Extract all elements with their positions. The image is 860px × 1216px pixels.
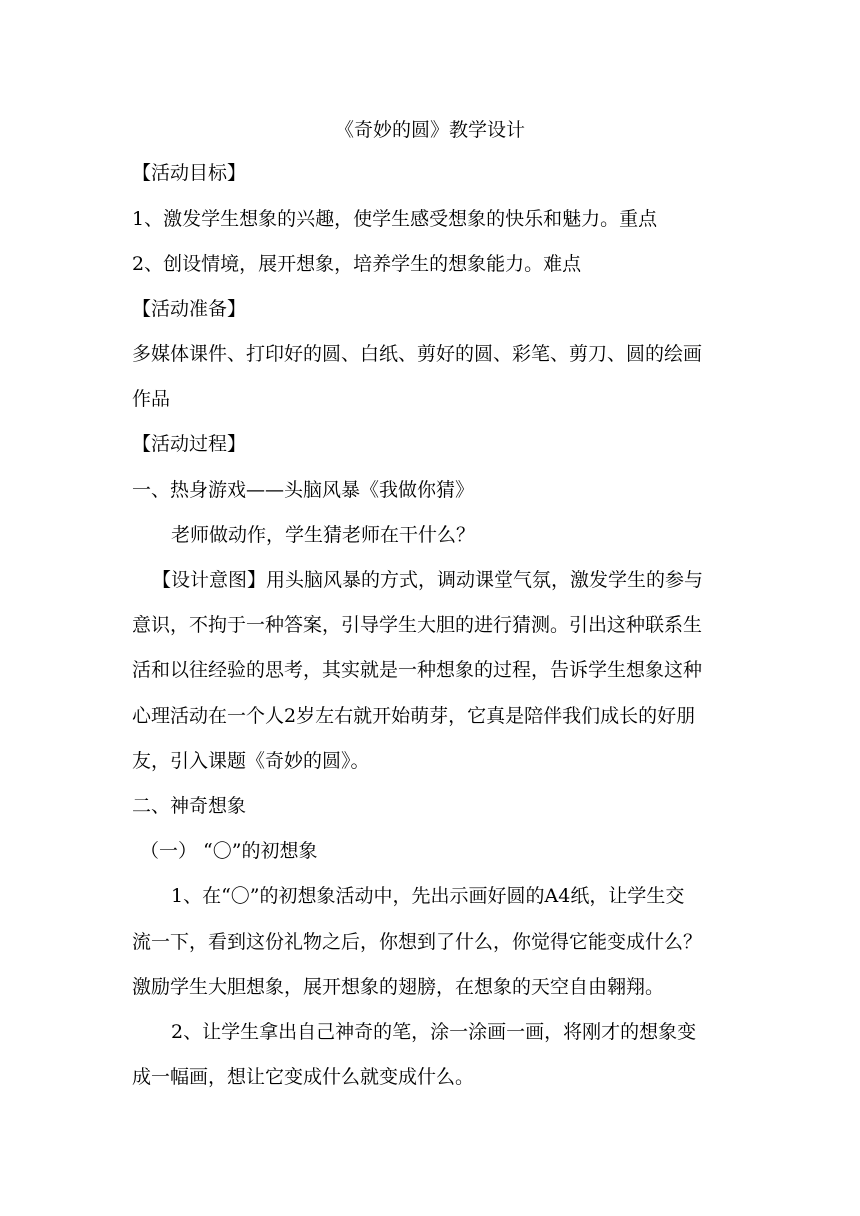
activity-1-line-3: 激励学生大胆想象，展开想象的翅膀，在想象的天空自由翱翔。 [132,976,665,998]
activity-1-line-2: 流一下，看到这份礼物之后，你想到了什么，你觉得它能变成什么？ [132,931,703,953]
goal-item-2: 2、创设情境，展开想象，培养学生的想象能力。难点 [132,253,582,275]
process-step-2-heading: 二、神奇想象 [132,795,247,817]
design-intent-line-5: 友，引入课题《奇妙的圆》。 [132,750,370,772]
activity-2-line-2: 成一幅画，想让它变成什么就变成什么。 [132,1066,475,1088]
design-intent-line-4: 心理活动在一个人2岁左右就开始萌芽，它真是陪伴我们成长的好朋 [132,705,696,727]
section-heading-process: 【活动过程】 [132,433,247,455]
design-intent-line-2: 意识，不拘于一种答案，引导学生大胆的进行猜测。引出这种联系生 [132,614,703,636]
section-heading-goals: 【活动目标】 [132,162,247,184]
subsection-heading-1: （一） “〇”的初想象 [140,840,318,862]
goal-item-1: 1、激发学生想象的兴趣，使学生感受想象的快乐和魅力。重点 [132,208,658,230]
activity-1-line-1: 1、在“〇”的初想象活动中，先出示画好圆的A4纸，让学生交 [171,885,685,907]
preparation-text-line-2: 作品 [132,388,171,410]
preparation-text-line-1: 多媒体课件、打印好的圆、白纸、剪好的圆、彩笔、剪刀、圆的绘画 [132,343,703,365]
activity-2-line-1: 2、让学生拿出自己神奇的笔，涂一涂画一画，将刚才的想象变 [171,1021,697,1043]
process-step-1-text: 老师做动作，学生猜老师在干什么？ [171,524,476,546]
document-title: 《奇妙的圆》教学设计 [334,119,525,141]
design-intent-line-1: 【设计意图】用头脑风暴的方式，调动课堂气氛，激发学生的参与 [152,569,704,591]
process-step-1-heading: 一、热身游戏——头脑风暴《我做你猜》 [132,479,475,501]
design-intent-line-3: 活和以往经验的思考，其实就是一种想象的过程，告诉学生想象这种 [132,659,703,681]
section-heading-preparation: 【活动准备】 [132,298,247,320]
